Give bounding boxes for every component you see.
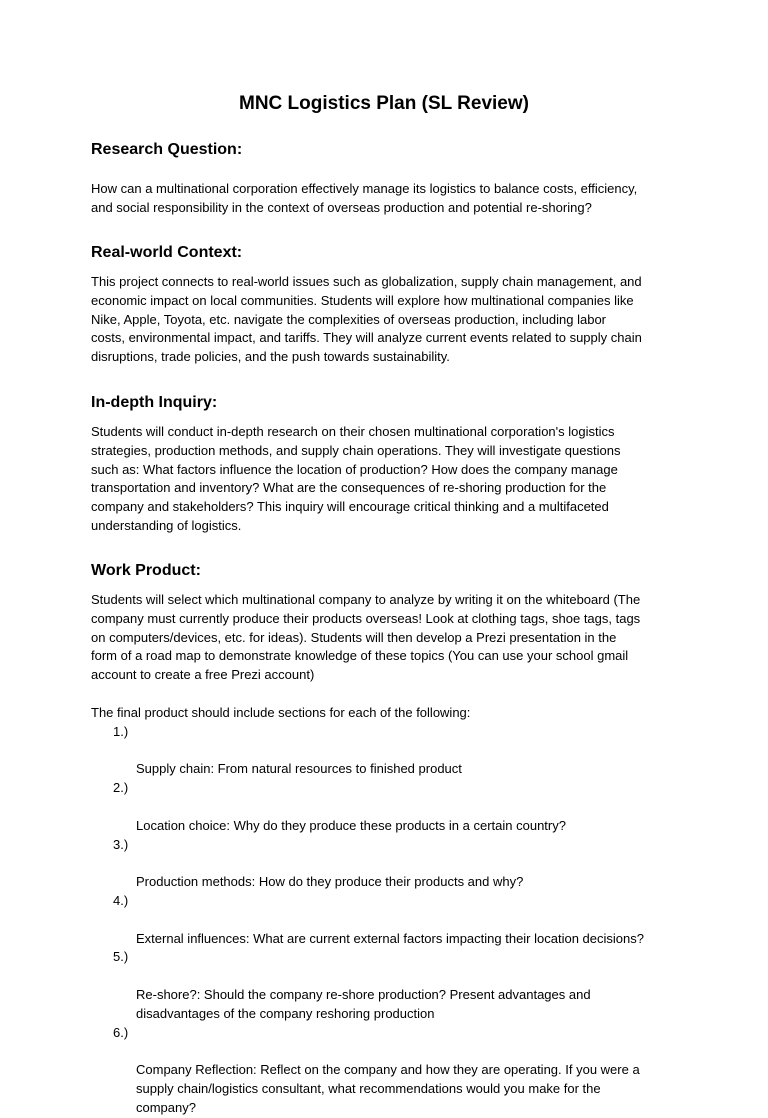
list-item [91,779,691,835]
section-heading: Real-world Context: [91,244,243,261]
list-item-text: Supply chain: From natural resources to finished product [136,761,462,777]
list-item [91,892,691,948]
section-work-product [91,560,691,1118]
list-item-text: Re-shore?: Should the company re-shore production? Present advantages and disadvantages of the company reshoring production [136,986,591,1021]
list-number: 6.) [113,1024,129,1040]
list-item-text: Production methods: How do they produce their products and why? [136,874,524,890]
list-item-text: External influences: What are current external factors impacting their location decisions? [136,930,644,946]
page-title: MNC Logistics Plan (SL Review) [239,93,529,114]
section-research-question [91,139,691,218]
list-number: 4.) [113,892,129,908]
list-number: 5.) [113,949,129,965]
list-item [91,836,691,892]
section-body: Students will select which multinational company to analyze by writing it on the whiteboard (The company must currently produce their products overseas! Look at clothing tags, shoe tags, tags on computers/devices, etc. for ideas). Students will then develop a Prezi presentation in the form of a road map to demonstrate knowledge of these topics (You can use your school gmail account to create a free Prezi account) [91,592,641,683]
section-body: This project connects to real-world issues such as globalization, supply chain management, and economic impact on local communities. Students will explore how multinational companies like Nike, Apple, Toyota, etc. navigate the complexities of overseas production, including labor costs, environmental impact, and tariffs. They will analyze current events related to supply chain disruptions, trade policies, and the push towards sustainability. [91,274,642,365]
list-item [91,723,691,779]
list-item [91,948,691,1023]
section-heading: In-depth Inquiry: [91,394,218,411]
section-body: Students will conduct in-depth research on their chosen multinational corporation's logistics strategies, production methods, and supply chain operations. They will investigate questions such as: What factors influence the location of production? How does the company manage transportation and inventory? What are the consequences of re-shoring production for the company and stakeholders? This inquiry will encourage critical thinking and a multifaceted understanding of logistics. [91,424,621,533]
deliverables-list [91,723,691,1118]
list-item [91,1024,691,1118]
list-item-text: Company Reflection: Reflect on the company and how they are operating. If you were a supply chain/logistics consultant, what recommendations would you make for the company? [136,1062,640,1115]
list-number: 3.) [113,836,129,852]
section-body: How can a multinational corporation effectively manage its logistics to balance costs, efficiency, and social responsibility in the context of overseas production and potential re-shoring? [91,181,638,215]
list-intro: The final product should include sections for each of the following: [91,704,471,720]
section-real-world-context [91,242,691,367]
section-heading: Work Product: [91,562,201,579]
list-item-text: Location choice: Why do they produce these products in a certain country? [136,817,566,833]
list-number: 1.) [113,723,129,739]
list-number: 2.) [113,780,129,796]
section-heading: Research Question: [91,141,243,158]
section-in-depth-inquiry [91,392,691,536]
